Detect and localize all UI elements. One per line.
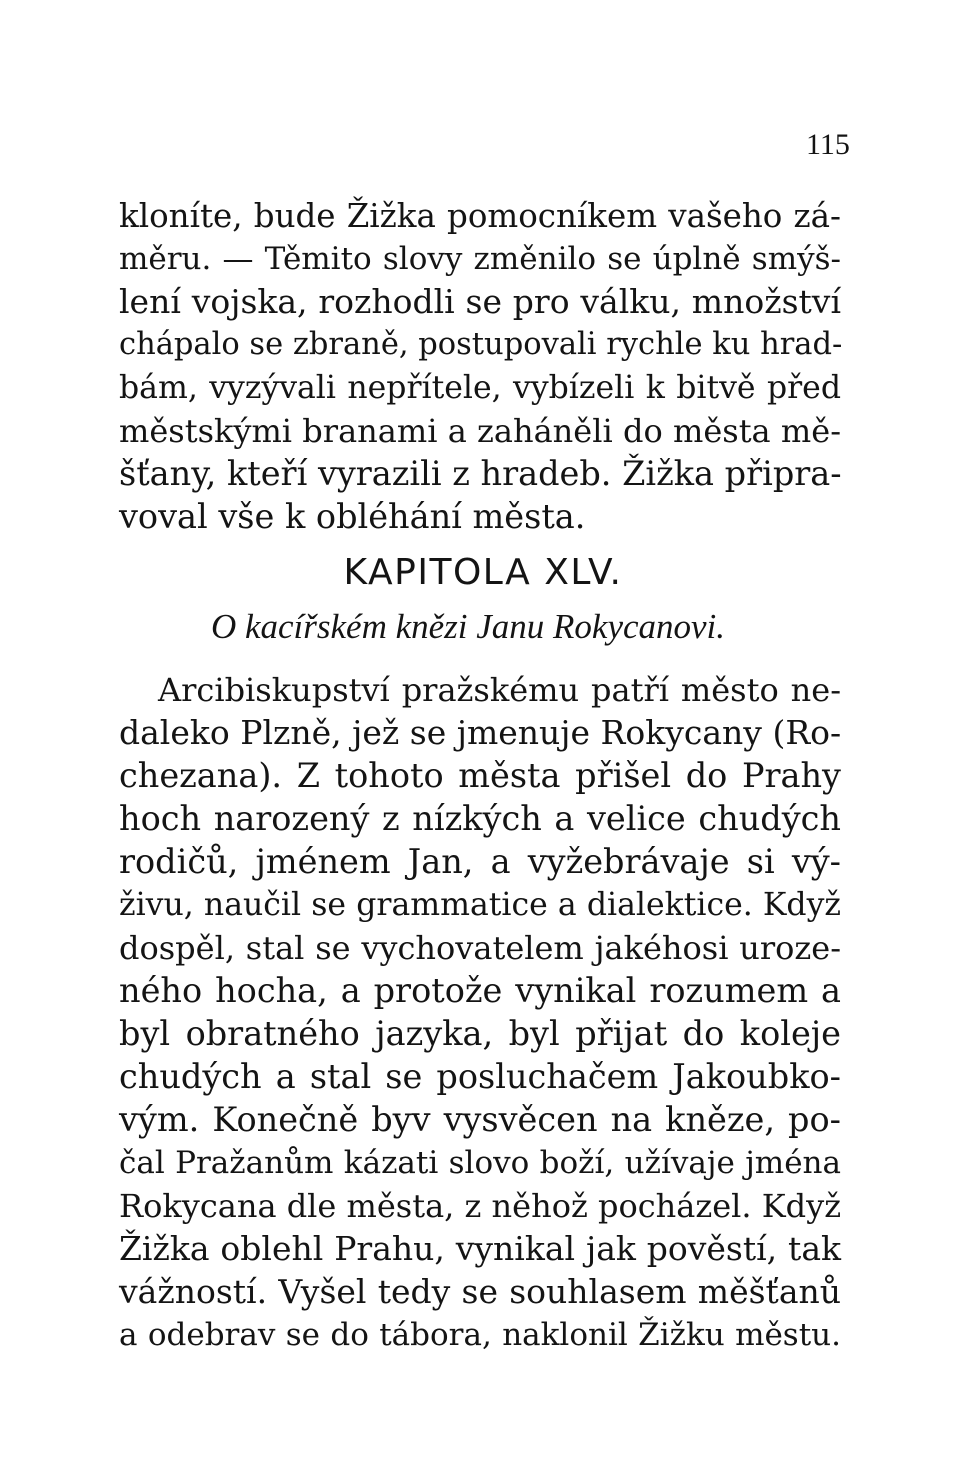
text-line: dospěl, stal se vychovatelem jakéhosi uroze-	[119, 929, 841, 967]
chapter-subtitle: O kacířském knězi Janu Rokycanovi.	[210, 607, 726, 646]
text-line: městskými branami a zaháněli do města mě-	[119, 412, 841, 450]
text-line: živu, naučil se grammatice a dialektice. Když	[119, 887, 841, 923]
text-line: vážností. Vyšel tedy se souhlasem měšťanů	[119, 1272, 841, 1311]
text-line: byl obratného jazyka, byl přijat do koleje	[119, 1014, 841, 1053]
text-line: čal Pražanům kázati slovo boží, užívaje jména	[119, 1145, 841, 1181]
text-line: kloníte, bude Žižka pomocníkem vašeho zá-	[119, 197, 841, 235]
text-line: chezana). Z tohoto města přišel do Prahy	[119, 756, 841, 795]
chapter-title: KAPITOLA XLV.	[343, 552, 623, 593]
text-line: rodičů, jménem Jan, a vyžebrávaje si vý-	[119, 842, 841, 881]
text-line: chápalo se zbraně, postupovali rychle ku hrad-	[119, 327, 843, 362]
text-line: ného hocha, a protože vynikal rozumem a	[119, 971, 841, 1010]
text-line: měru. — Těmito slovy změnilo se úplně smýš-	[119, 241, 841, 277]
text-line: šťany, kteří vyrazili z hradeb. Žižka připra-	[119, 454, 842, 493]
text-line: a odebrav se do tábora, naklonil Žižku městu.	[119, 1317, 841, 1353]
text-line: lení vojska, rozhodli se pro válku, množství	[119, 282, 841, 321]
text-line: Rokycana dle města, z něhož pocházel. Když	[119, 1187, 842, 1225]
text-line: vým. Konečně byv vysvěcen na kněze, po-	[119, 1100, 841, 1139]
text-line: voval vše k obléhání města.	[119, 497, 586, 536]
text-line: bám, vyzývali nepřítele, vybízeli k bitvě před	[119, 370, 841, 406]
text-line: hoch narozený z nízkých a velice chudých	[119, 799, 841, 838]
text-line: Arcibiskupství pražskému patří město ne-	[158, 671, 841, 709]
text-line: Žižka oblehl Prahu, vynikal jak pověstí, tak	[119, 1229, 841, 1268]
text-line: chudých a stal se posluchačem Jakoubko-	[119, 1057, 841, 1096]
text-line: daleko Plzně, jež se jmenuje Rokycany (Ro-	[119, 713, 842, 752]
page-number: 115	[806, 128, 850, 161]
